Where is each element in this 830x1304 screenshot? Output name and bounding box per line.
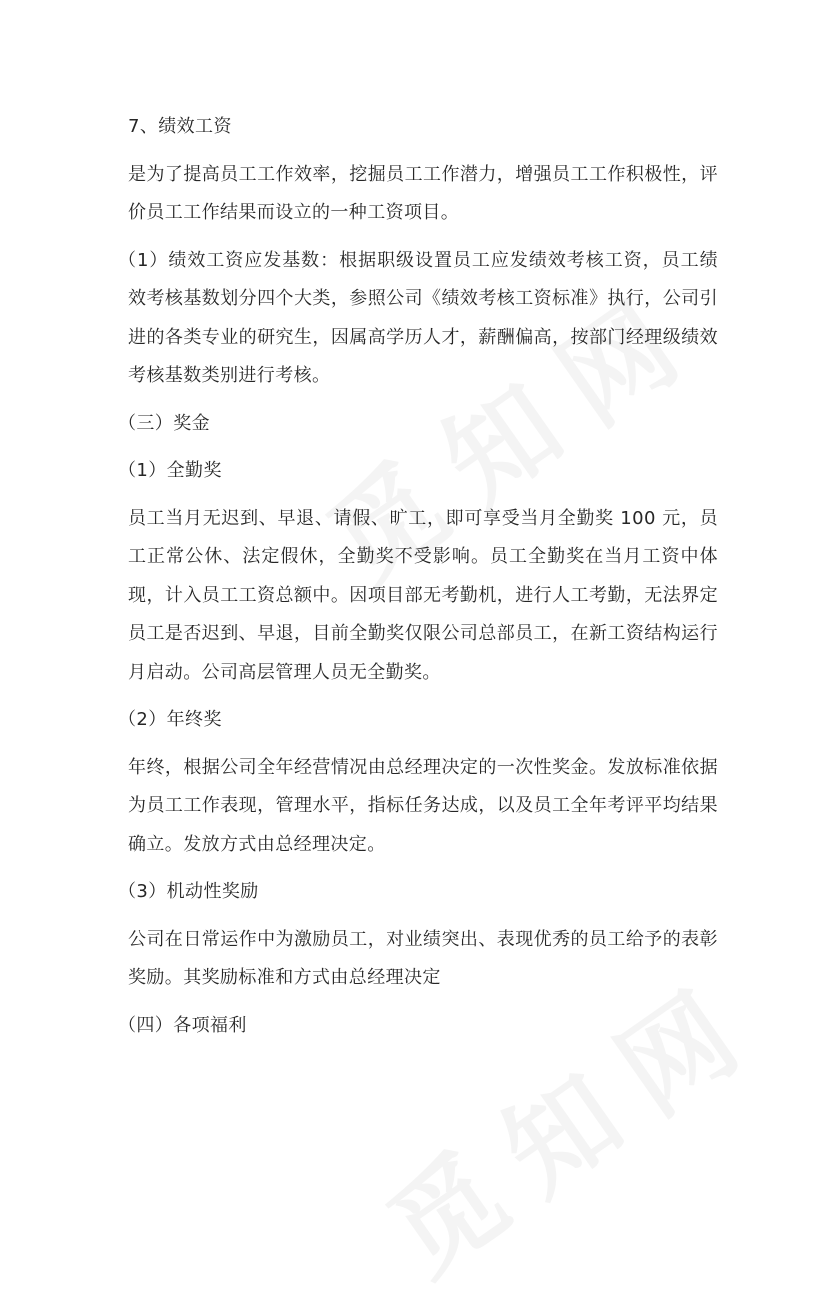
paragraph: 年终，根据公司全年经营情况由总经理决定的一次性奖金。发放标准依据为员工工作表现，管理水平，指标任务达成，以及员工全年考评平均结果确立。发放方式由总经理决定。 [128,756,718,855]
section-heading: 7、绩效工资 [128,116,232,137]
paragraph: 员工当月无迟到、早退、请假、旷工，即可享受当月全勤奖 100 元，员工正常公休、法定假休，全勤奖不受影响。员工全勤奖在当月工资中体现，计入员工工资总额中。因项目部无考勤机，进行人工考勤，无法界定员工是否迟到、早退，目前全勤奖仅限公司总部员工，在新工资结构运行月启动。公司高层管理人员无全勤奖。 [128,507,718,683]
paragraph: （1）绩效工资应发基数：根据职级设置员工应发绩效考核工资，员工绩效考核基数划分四个大类，参照公司《绩效考核工资标准》执行，公司引进的各类专业的研究生，因属高学历人才，薪酬偏高，按部门经理级绩效考核基数类别进行考核。 [118,249,718,386]
subsection-heading: （1）全勤奖 [118,460,222,481]
section-heading: （四）各项福利 [118,1014,247,1036]
paragraph: 公司在日常运作中为激励员工，对业绩突出、表现优秀的员工给予的表彰奖励。其奖励标准和方式由总经理决定 [128,928,718,988]
section-heading: （三）奖金 [118,412,210,434]
subsection-heading: （2）年终奖 [118,709,222,730]
paragraph: 是为了提高员工工作效率，挖掘员工工作潜力，增强员工工作积极性，评价员工工作结果而设立的一种工资项目。 [128,163,718,223]
document-body [118,108,718,1054]
subsection-heading: （3）机动性奖励 [118,881,259,902]
